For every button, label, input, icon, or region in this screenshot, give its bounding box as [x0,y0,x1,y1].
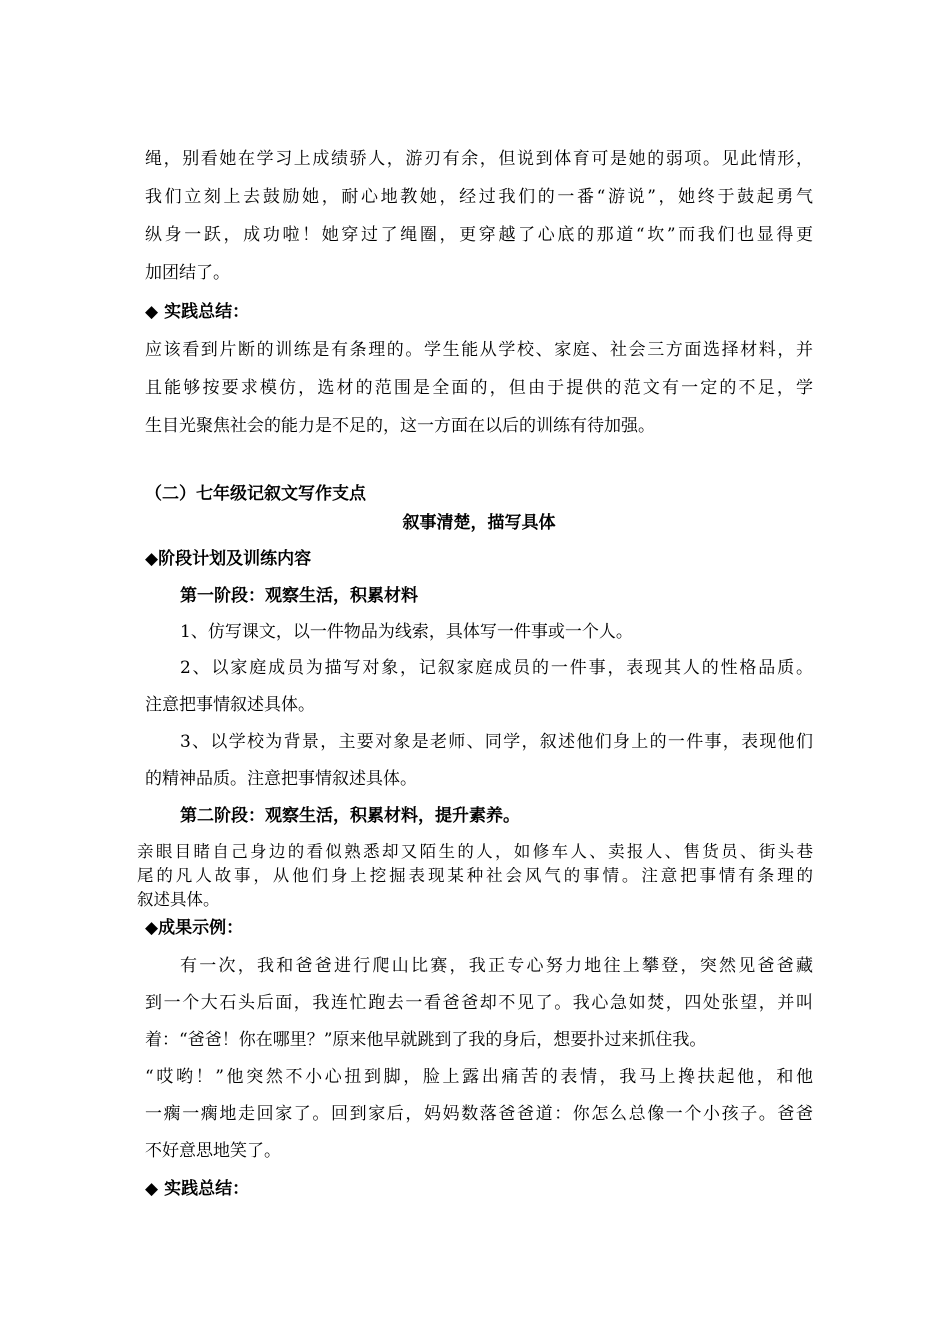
stage2-heading: 第二阶段：观察生活，积累材料，提升素养。 [180,806,520,826]
paragraph-line: 生目光聚焦社会的能力是不足的，这一方面在以后的训练有待加强。 [145,416,655,436]
diamond-bullet-icon: ◆ [145,1179,159,1199]
stage1-item: 1、仿写课文，以一件物品为线索，具体写一件事或一个人。 [180,622,633,642]
stage1-heading: 第一阶段：观察生活，积累材料 [180,586,418,606]
summary-heading-text: 实践总结： [164,1179,250,1199]
summary-heading [145,301,813,323]
example-line: 不好意思地笑了。 [145,1141,281,1161]
stage1-item-continuation: 注意把事情叙述具体。 [145,695,315,715]
paragraph-line: 且能够按要求模仿，选材的范围是全面的，但由于提供的范文有一定的不足，学 [145,378,813,398]
example-line: 有一次，我和爸爸进行爬山比赛，我正专心努力地往上攀登，突然见爸爸藏 [180,956,813,976]
example-line: 到一个大石头后面，我连忙跑去一看爸爸却不见了。我心急如焚，四处张望，并叫 [145,993,813,1013]
stage2-line: 尾的凡人故事，从他们身上挖掘表现某种社会风气的事情。注意把事情有条理的 [137,866,813,885]
stage2-line: 叙述具体。 [137,890,220,909]
paragraph-line: 我们立刻上去鼓励她，耐心地教她，经过我们的一番“游说”，她终于鼓起勇气 [145,187,813,207]
section-subtitle: 叙事清楚，描写具体 [402,513,556,533]
paragraph-line: 应该看到片断的训练是有条理的。学生能从学校、家庭、社会三方面选择材料，并 [145,340,813,360]
diamond-bullet-icon: ◆ [145,302,159,322]
plan-heading: ◆阶段计划及训练内容 [145,549,312,569]
paragraph-line: 绳，别看她在学习上成绩骄人，游刃有余，但说到体育可是她的弱项。见此情形， [145,149,813,169]
stage1-item: 2、以家庭成员为描写对象，记叙家庭成员的一件事，表现其人的性格品质。 [180,658,813,678]
example-heading: ◆成果示例： [145,918,244,938]
example-line: “哎哟！”他突然不小心扭到脚，脸上露出痛苦的表情，我马上搀扶起他，和他 [145,1067,813,1087]
example-line: 着：“爸爸！你在哪里？”原来他早就跳到了我的身后，想要扑过来抓住我。 [145,1030,707,1050]
paragraph-line: 纵身一跃，成功啦！她穿过了绳圈，更穿越了心底的那道“坎”而我们也显得更 [145,225,813,245]
example-line: 一瘸一瘸地走回家了。回到家后，妈妈数落爸爸道：你怎么总像一个小孩子。爸爸 [145,1104,813,1124]
summary-heading-text: 实践总结： [164,302,250,322]
stage1-item-continuation: 的精神品质。注意把事情叙述具体。 [145,769,417,789]
summary-heading [145,1178,813,1200]
section-heading: （二）七年级记叙文写作支点 [145,484,366,504]
stage1-item: 3、以学校为背景，主要对象是老师、同学，叙述他们身上的一件事，表现他们 [180,732,813,752]
paragraph-line: 加团结了。 [145,263,230,283]
stage2-line: 亲眼目睹自己身边的看似熟悉却又陌生的人，如修车人、卖报人、售货员、街头巷 [137,842,813,861]
